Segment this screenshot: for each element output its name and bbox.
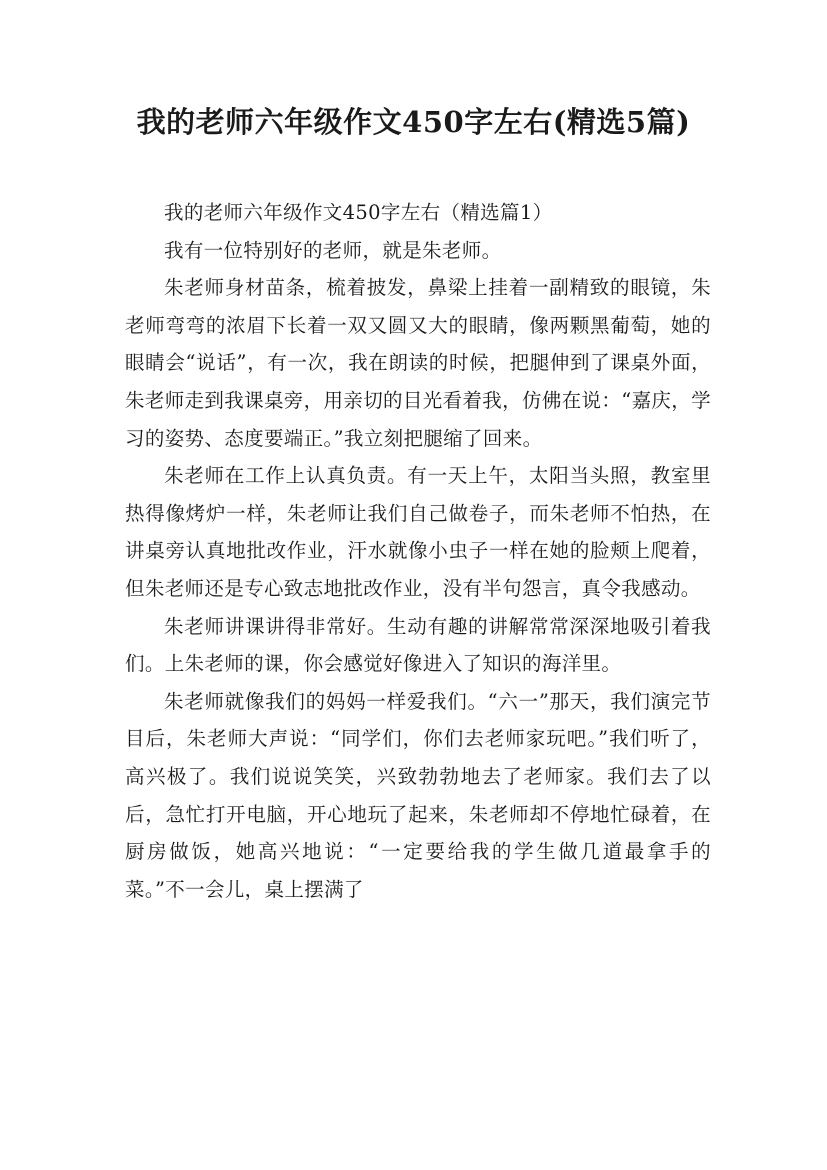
document-title: 我的老师六年级作文450字左右(精选5篇) [136, 105, 691, 139]
paragraph: 朱老师讲课讲得非常好。生动有趣的讲解常常深深地吸引着我们。上朱老师的课，你会感觉好像进入了知识的海洋里。 [125, 614, 711, 676]
document-body [125, 194, 711, 908]
paragraph: 朱老师身材苗条，梳着披发，鼻梁上挂着一副精致的眼镜，朱老师弯弯的浓眉下长着一双又圆又大的眼睛，像两颗黑葡萄，她的眼睛会“说话”，有一次，我在朗读的时候，把腿伸到了课桌外面，朱老师走到我课桌旁，用亲切的目光看着我，仿佛在说：“嘉庆，学习的姿势、态度要端正。”我立刻把腿缩了回来。 [125, 276, 711, 450]
paragraph: 我有一位特别好的老师，就是朱老师。 [164, 238, 502, 262]
paragraph: 朱老师在工作上认真负责。有一天上午，太阳当头照，教室里热得像烤炉一样，朱老师让我们自己做卷子，而朱老师不怕热，在讲桌旁认真地批改作业，汗水就像小虫子一样在她的脸颊上爬着，但朱老师还是专心致志地批改作业，没有半句怨言，真令我感动。 [125, 464, 711, 600]
section-heading: 我的老师六年级作文450字左右（精选篇1） [164, 201, 553, 224]
paragraph: 朱老师就像我们的妈妈一样爱我们。“六一”那天，我们演完节目后，朱老师大声说：“同学们，你们去老师家玩吧。”我们听了，高兴极了。我们说说笑笑，兴致勃勃地去了老师家。我们去了以后，急忙打开电脑，开心地玩了起来，朱老师却不停地忙碌着，在厨房做饭，她高兴地说：“一定要给我的学生做几道最拿手的菜。”不一会儿，桌上摆满了 [125, 689, 711, 901]
